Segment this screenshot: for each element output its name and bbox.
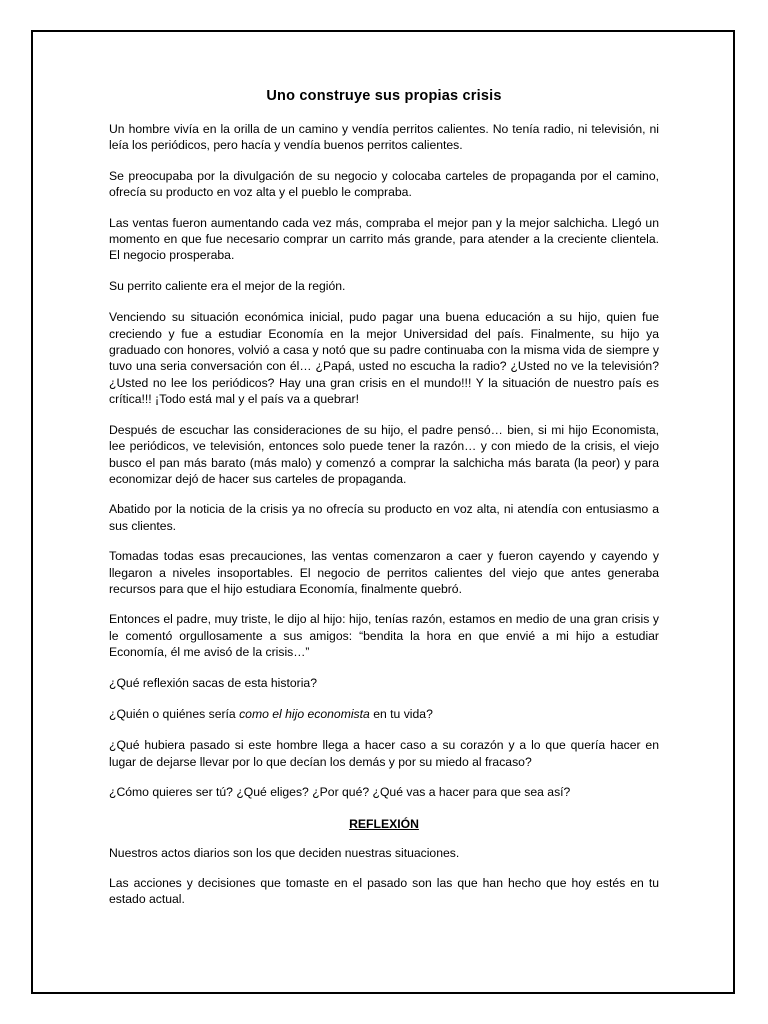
question-who [109,706,659,722]
paragraph: Su perrito caliente era el mejor de la región. [109,278,346,293]
question-who-italic: como el hijo economista [239,706,370,721]
reflexion-paragraph: Nuestros actos diarios son los que deciden nuestras situaciones. [109,845,460,860]
document-body [109,82,659,922]
reflexion-heading: REFLEXIÓN [349,816,419,831]
question-what-if: ¿Qué hubiera pasado si este hombre llega a hacer caso a su corazón y a lo que quería hacer en lugar de dejarse llevar por lo que decían los demás y por su miedo al fracaso? [109,738,659,769]
question-who-start: ¿Quién o quiénes sería [109,706,240,721]
question-who-end: en tu vida? [369,706,433,721]
document-title: Uno construye sus propias crisis [266,88,502,104]
paragraph: Venciendo su situación económica inicial, pudo pagar una buena educación a su hijo, quien fue creciendo y fue a estudiar Economía en la mejor Universidad del país. Finalmente, su hijo ya graduado con honores, volvió a casa y notó que su padre continuaba con la misma vida de siempre y tuvo una seria conversación con él… ¿Papá, usted no escucha la radio? ¿Usted no ve la televisión? ¿Usted no lee los periódicos? Hay una gran crisis en el mundo!!! Y la situación de nuestro país es crítica!!! ¡Todo está mal y el país va a quebrar! [109,310,659,407]
paragraph: Abatido por la noticia de la crisis ya no ofrecía su producto en voz alta, ni atendía con entusiasmo a sus clientes. [109,502,659,533]
paragraph: Un hombre vivía en la orilla de un camino y vendía perritos calientes. No tenía radio, ni televisión, ni leía los periódicos, pero hacía y vendía buenos perritos calientes. [109,122,659,153]
question-how: ¿Cómo quieres ser tú? ¿Qué eliges? ¿Por qué? ¿Qué vas a hacer para que sea así? [109,785,571,800]
paragraph: Las ventas fueron aumentando cada vez más, compraba el mejor pan y la mejor salchicha. Llegó un momento en que fue necesario comprar un carrito más grande, para atender a la creciente clientela. El negocio prosperaba. [109,215,659,263]
paragraph: Después de escuchar las consideraciones de su hijo, el padre pensó… bien, si mi hijo Economista, lee periódicos, ve televisión, entonces solo puede tener la razón… y con miedo de la crisis, el viejo busco el pan más barato (más malo) y comenzó a comprar la salchicha más barata (la peor) y para economizar dejó de hacer sus carteles de propaganda. [109,422,659,486]
paragraph: Se preocupaba por la divulgación de su negocio y colocaba carteles de propaganda por el camino, ofrecía su producto en voz alta y el pueblo le compraba. [109,168,659,200]
question-reflection: ¿Qué reflexión sacas de esta historia? [109,675,317,690]
reflexion-paragraph: Las acciones y decisiones que tomaste en el pasado son las que han hecho que hoy estés en tu estado actual. [109,876,659,907]
paragraph: Tomadas todas esas precauciones, las ventas comenzaron a caer y fueron cayendo y cayendo y llegaron a niveles insoportables. El negocio de perritos calientes del viejo que antes generaba recursos para que el hijo estudiara Economía, finalmente quebró. [109,549,659,596]
paragraph: Entonces el padre, muy triste, le dijo al hijo: hijo, tenías razón, estamos en medio de una gran crisis y le comentó orgullosamente a sus amigos: “bendita la hora en que envié a mi hijo a estudiar Economía, él me avisó de la crisis…” [109,612,659,660]
